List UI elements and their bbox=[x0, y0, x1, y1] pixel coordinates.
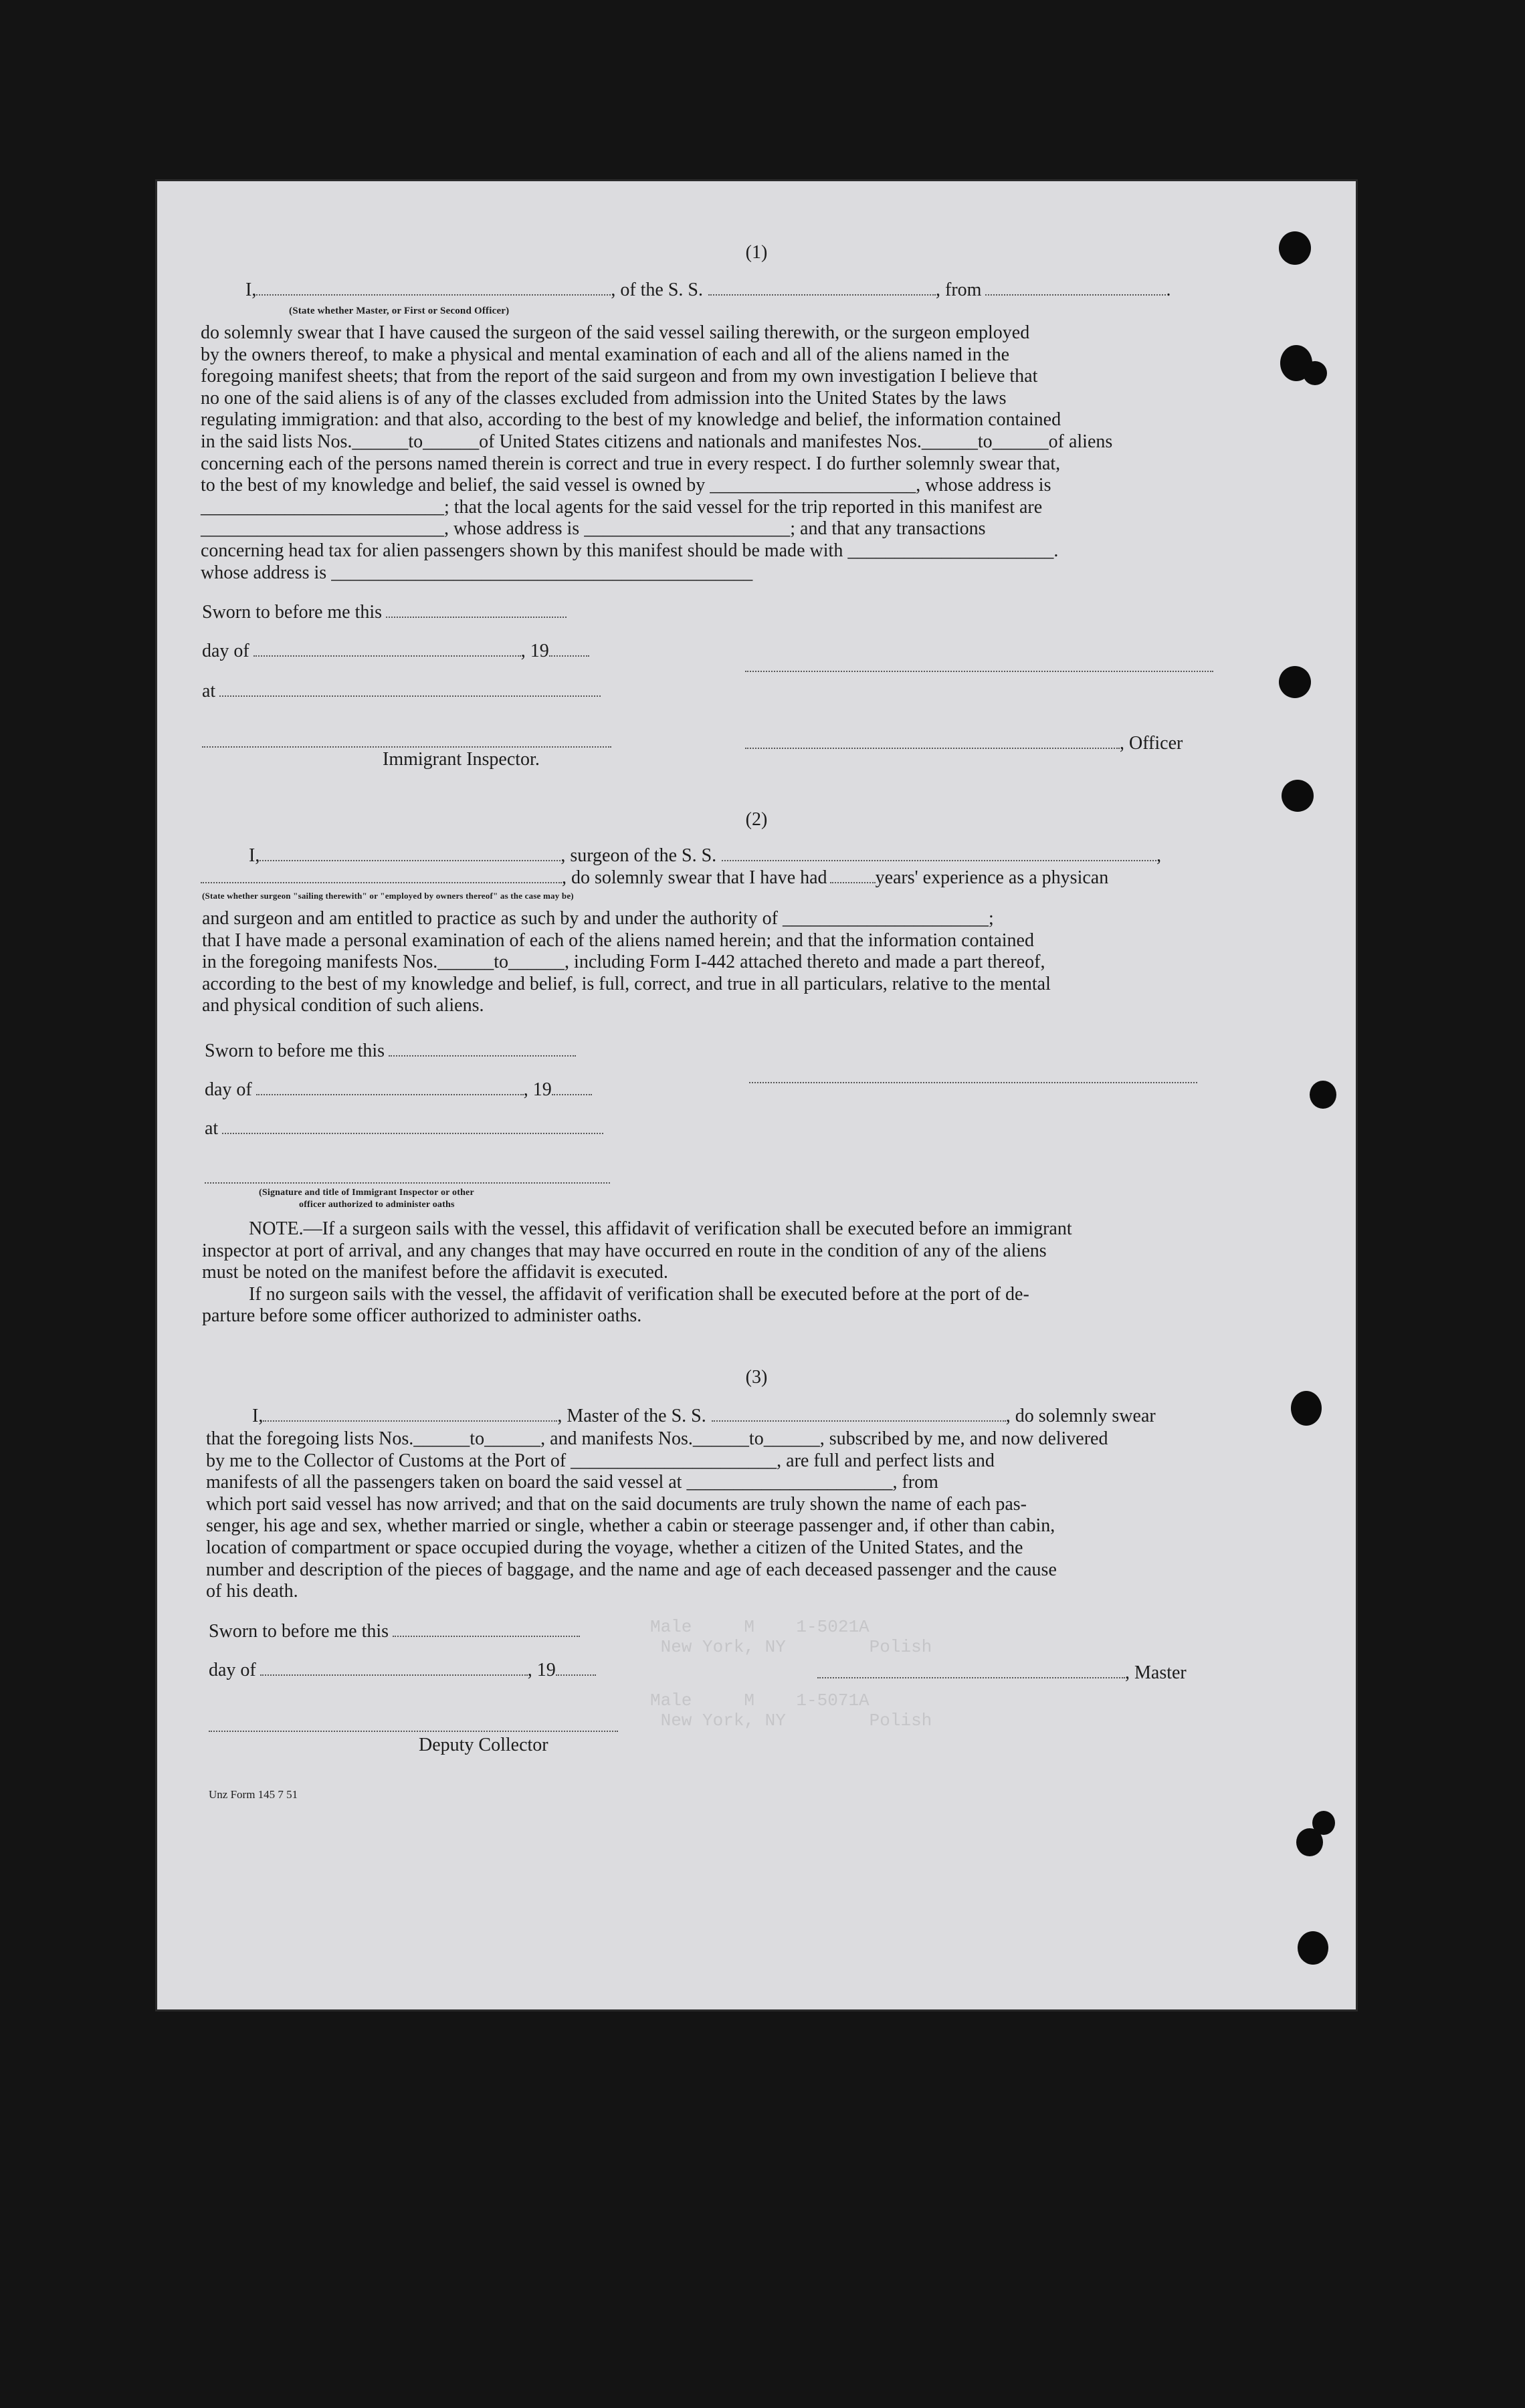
bleed-through-text: Male M 1-5071A New York, NY Polish bbox=[650, 1690, 932, 1731]
inspector-label: Immigrant Inspector. bbox=[383, 749, 540, 770]
signature-line bbox=[745, 671, 1213, 672]
oath-paragraph: that the foregoing lists Nos.______to______, and manifests Nos.______to______, subscribed by me, and now delivered by me to the Collector of Customs at the Port of ______________________, are full and perfect lists and manifests of all the passengers taken on board the said vessel at ______________________, from which port said vessel has now arrived; and that on the said documents are truly shown the name of each pas- senger, his age and sex, whether married or single, whether a cabin or steerage passenger and, if other than cabin, location of compartment or space occupied during the voyage, whether a citizen of the United States, and the number and description of the pieces of baggage, and the name and age of each deceased passenger and the cause of his death. bbox=[206, 1428, 1108, 1602]
sworn-label: Sworn to before me this bbox=[209, 1621, 580, 1642]
at-label: at bbox=[205, 1118, 603, 1139]
signature-line bbox=[202, 746, 611, 748]
binder-hole bbox=[1282, 780, 1314, 812]
oath-paragraph: do solemnly swear that I have caused the surgeon of the said vessel sailing therewith, or the surgeon employed by the owners thereof, to make a physical and mental examination of each and all of the aliens named in the foregoing manifest sheets; that from the report of the said surgeon and from my own investigation I believe that no one of the said aliens is of any of the classes excluded from admission into the United States by the laws regulating immigration: and that also, according to the best of my knowledge and belief, the information contained in the said lists Nos.______to______of United States citizens and nationals and manifestes Nos.______to______of aliens concerning each of the persons named therein is correct and true in every respect. I do further solemnly swear that, to the best of my knowledge and belief, the said vessel is owned by ______________________, whose address is __________________________; that the local agents for the said vessel for the trip reported in this manifest are __________________________, whose address is ______________________; and that any transactions concerning head tax for alien passengers shown by this manifest should be made with ______________________. whose address is _____________________________________________ bbox=[201, 322, 1113, 583]
oath-paragraph: and surgeon and am entitled to practice as such by and under the authority of ______________________; that I have made a personal examination of each of the aliens named herein; and that the information contained in the foregoing manifests Nos.______to______, including Form I-442 attached thereto and made a part thereof, according to the best of my knowledge and belief, is full, correct, and true in all particulars, relative to the mental and physical condition of such aliens. bbox=[202, 908, 1051, 1016]
oath-line: I, , of the S. S. , from . bbox=[245, 280, 1171, 300]
oath-line: I, , surgeon of the S. S. , bbox=[249, 845, 1162, 866]
note-paragraph: NOTE.—If a surgeon sails with the vessel, this affidavit of verification shall be executed before an immigrant inspector at port of arrival, and any changes that may have occurred en route in the condition of any of the aliens must be noted on the manifest before the affidavit is executed. If no surgeon sails with the vessel, the affidavit of verification shall be executed before at the port of de- parture before some officer authorized to administer oaths. bbox=[202, 1218, 1072, 1327]
officer-label: , Officer bbox=[745, 733, 1183, 754]
section-number: (3) bbox=[745, 1367, 768, 1388]
field-caption: (State whether surgeon "sailing therewith" or "employed by owners thereof" as the case may be) bbox=[202, 891, 574, 901]
sworn-label: Sworn to before me this bbox=[202, 602, 567, 623]
section-number: (1) bbox=[745, 242, 768, 263]
deputy-collector-label: Deputy Collector bbox=[419, 1735, 548, 1755]
binder-hole bbox=[1303, 361, 1327, 385]
day-of-label: day of , 19 bbox=[209, 1660, 596, 1681]
field-caption: (State whether Master, or First or Second Officer) bbox=[289, 306, 510, 316]
at-label: at bbox=[202, 681, 601, 702]
signature-line bbox=[209, 1731, 618, 1732]
binder-hole bbox=[1312, 1811, 1335, 1835]
binder-hole bbox=[1279, 666, 1311, 698]
signature-caption: officer authorized to administer oaths bbox=[299, 1200, 455, 1210]
signature-line bbox=[749, 1082, 1197, 1083]
form-page bbox=[155, 179, 1358, 2011]
sworn-label: Sworn to before me this bbox=[205, 1041, 576, 1062]
signature-caption: (Signature and title of Immigrant Inspector or other bbox=[259, 1188, 474, 1198]
bleed-through-text: Male M 1-5021A New York, NY Polish bbox=[650, 1617, 932, 1657]
signature-line bbox=[205, 1182, 610, 1184]
section-number: (2) bbox=[745, 809, 768, 830]
oath-line: , do solemnly swear that I have had years' experience as a physican bbox=[201, 867, 1108, 889]
day-of-label: day of , 19 bbox=[205, 1079, 592, 1101]
binder-hole bbox=[1298, 1931, 1328, 1965]
form-number: Unz Form 145 7 51 bbox=[209, 1788, 298, 1801]
day-of-label: day of , 19 bbox=[202, 641, 589, 662]
master-label: , Master bbox=[817, 1662, 1187, 1684]
binder-hole bbox=[1291, 1391, 1322, 1426]
binder-hole bbox=[1310, 1081, 1336, 1109]
oath-line: I, , Master of the S. S. , do solemnly swear bbox=[252, 1406, 1156, 1426]
